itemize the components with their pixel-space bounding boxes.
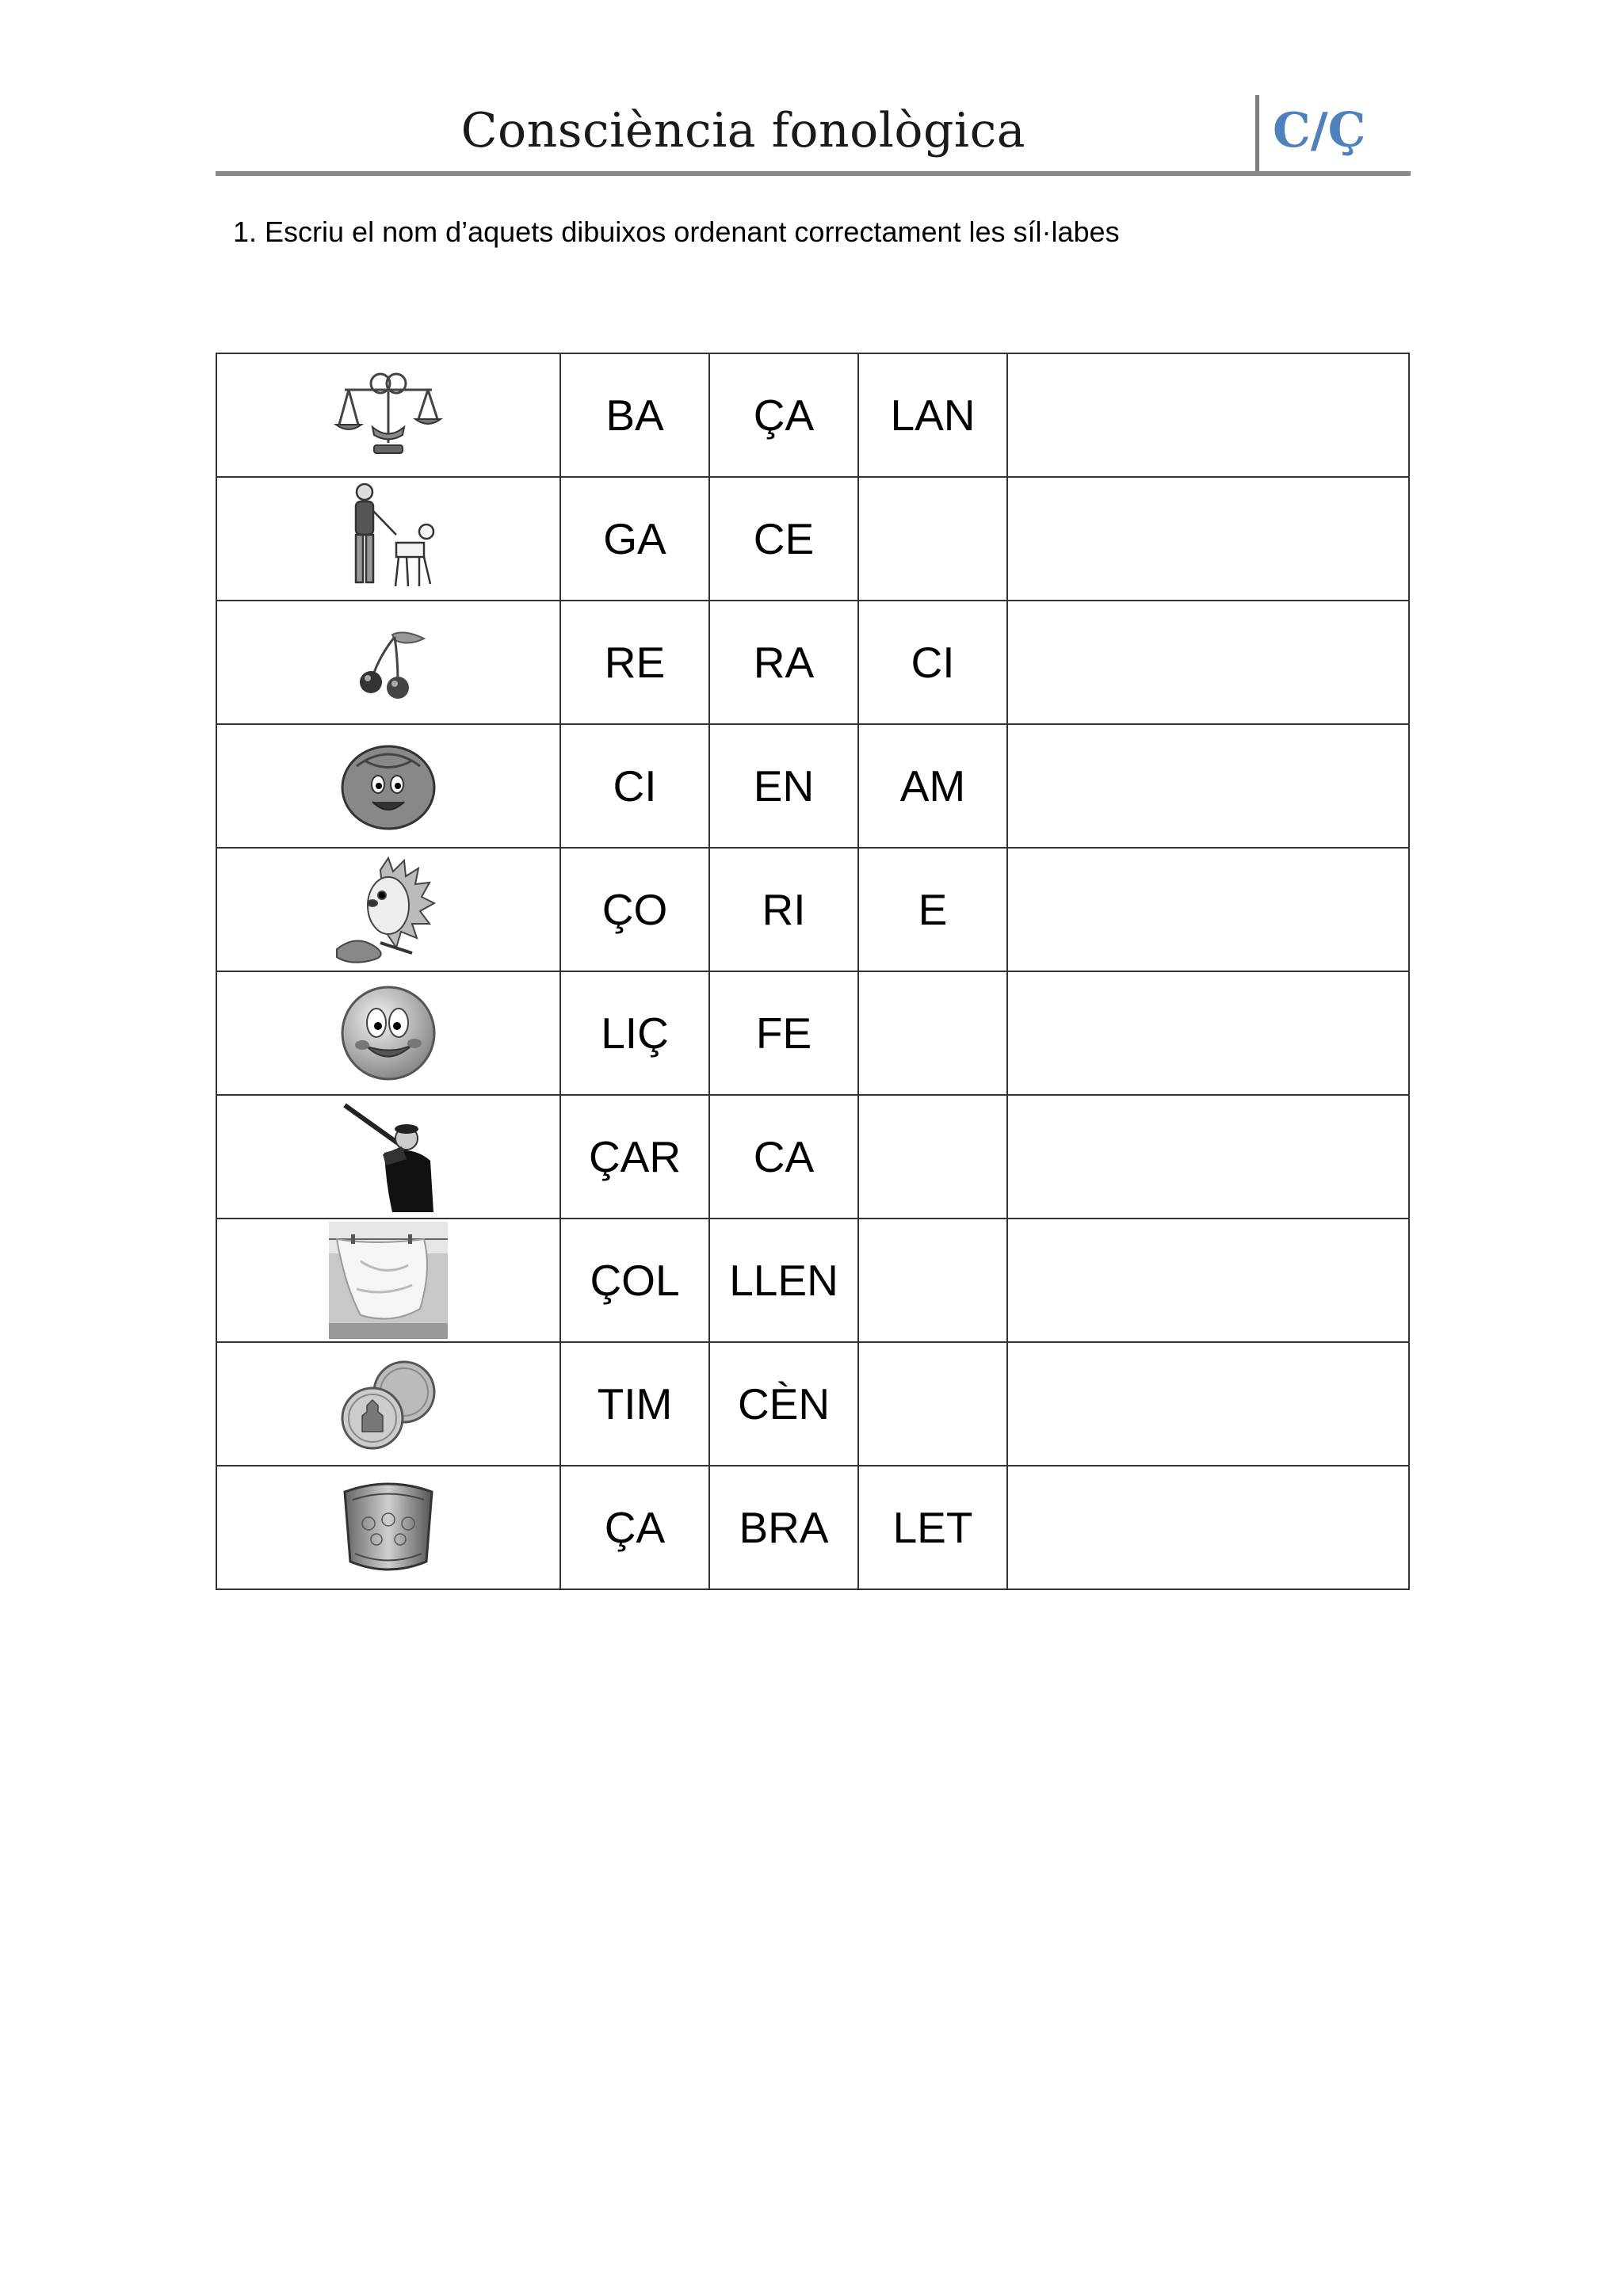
answer-cell[interactable] [1007,971,1409,1095]
picture-cell [216,724,560,848]
syllable-cell: LET [858,1466,1007,1589]
page-header [216,89,1411,174]
syllable-cell [858,1095,1007,1219]
syllable-cell: ÇA [709,353,858,477]
answer-cell[interactable] [1007,1342,1409,1466]
table-row [216,848,1409,971]
table-row [216,971,1409,1095]
syllable-cell: CE [709,477,858,601]
scale-balance-icon [333,368,444,463]
syllable-cell: ÇOL [560,1219,709,1342]
table-row [216,477,1409,601]
picture-cell [216,477,560,601]
sheet-on-clothesline-icon [329,1222,448,1339]
syllable-cell: TIM [560,1342,709,1466]
syllable-table [216,353,1410,1590]
syllable-cell: LLEN [709,1219,858,1342]
coins-icon [337,1356,440,1451]
syllable-cell [858,477,1007,601]
syllable-cell: RI [709,848,858,971]
syllable-cell: BRA [709,1466,858,1589]
syllable-cell: EN [709,724,858,848]
answer-cell[interactable] [1007,601,1409,724]
instruction-text: 1. Escriu el nom d’aquets dibuixos ordenant correctament les síl·labes [233,215,1120,248]
picture-cell [216,601,560,724]
cherries-icon [349,623,428,702]
table-row [216,1095,1409,1219]
hunter-rifle-icon [337,1097,440,1216]
picture-cell [216,1466,560,1589]
table-row [216,601,1409,724]
picture-cell [216,1342,560,1466]
table-row [216,353,1409,477]
happy-face-icon [337,982,440,1085]
picture-cell [216,353,560,477]
picture-cell [216,971,560,1095]
bracelet-icon [333,1476,444,1579]
syllable-cell: CI [560,724,709,848]
header-title: Consciència fonològica [460,103,1025,158]
picture-cell [216,1219,560,1342]
syllable-cell: GA [560,477,709,601]
syllable-cell: CA [709,1095,858,1219]
syllable-cell [858,1219,1007,1342]
header-divider [1255,95,1259,173]
table-row [216,1342,1409,1466]
syllable-cell: RA [709,601,858,724]
syllable-cell: ÇAR [560,1095,709,1219]
syllable-cell [858,971,1007,1095]
syllable-cell: ÇO [560,848,709,971]
syllable-cell: RE [560,601,709,724]
answer-cell[interactable] [1007,1219,1409,1342]
answer-cell[interactable] [1007,1466,1409,1589]
picture-cell [216,1095,560,1219]
syllable-cell: CI [858,601,1007,724]
table-row [216,1466,1409,1589]
syllable-cell: AM [858,724,1007,848]
cabbage-face-icon [337,738,440,833]
syllable-cell: BA [560,353,709,477]
table-row [216,724,1409,848]
syllable-cell: LAN [858,353,1007,477]
answer-cell[interactable] [1007,477,1409,601]
syllable-cell: LIÇ [560,971,709,1095]
header-rule [216,171,1411,176]
answer-cell[interactable] [1007,724,1409,848]
answer-cell[interactable] [1007,848,1409,971]
syllable-cell [858,1342,1007,1466]
answer-cell[interactable] [1007,1095,1409,1219]
syllable-cell: ÇA [560,1466,709,1589]
answer-cell[interactable] [1007,353,1409,477]
syllable-cell: CÈN [709,1342,858,1466]
syllable-cell: E [858,848,1007,971]
header-tag: C/Ç [1273,103,1366,158]
guide-dog-person-icon [337,479,440,598]
syllable-cell: FE [709,971,858,1095]
table-row [216,1219,1409,1342]
picture-cell [216,848,560,971]
hedgehog-icon [333,854,444,965]
